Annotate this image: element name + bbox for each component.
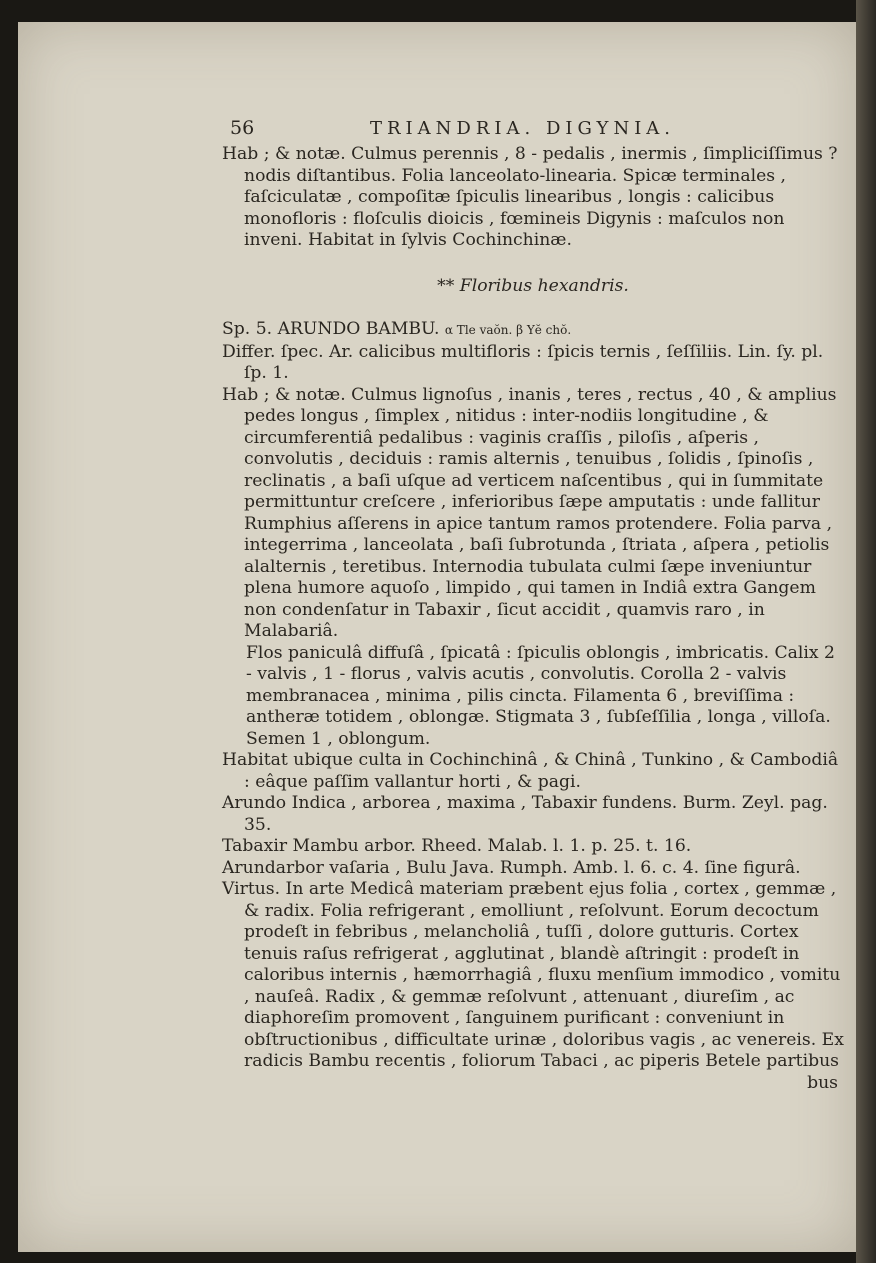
reference-rheede: Tabaxir Mambu arbor. Rheed. Malab. l. 1. p. 25. t. 16. (222, 836, 692, 856)
running-title: TRIANDRIA. DIGYNIA. (370, 118, 676, 139)
section-subheading: ** Floribus hexandris. (437, 275, 629, 296)
paragraph-differ: Differ. ſpec. Ar. calicibus multifloris : ſpicis ternis , ſeſſiliis. Lin. ſy. pl. ſp. 1. (222, 341, 824, 383)
paragraph-habitat: Habitat ubique culta in Cochinchinâ , & Chinâ , Tunkino , & Cambodiâ : eâque paſſim vallantur horti , & pagi. (222, 750, 839, 792)
page-text (222, 118, 844, 1094)
paragraph-hab-notae-2: Hab ; & notæ. Culmus lignoſus , inanis , teres , rectus , 40 , & amplius pedes longus , ſimplex , nitidus : inter-nodiis longitudine , & circumferentiâ pedalibus : vaginis craſſis , piloſis , aſperis , convolutis , deciduis : ramis alternis , tenuibus , ſolidis , ſpinoſis , reclinatis , a baſi uſque ad verticem naſcentibus , qui in ſummitate permittuntur creſcere , inferioribus ſæpe amputatis : unde fallitur Rumphius aſſerens in apice tantum ramos protendere. Folia parva , integerrima , lanceolata , baſi ſubrotunda , ſtriata , aſpera , petiolis alalternis , teretibus. Internodia tubulata culmi ſæpe inveniuntur plena humore aquoſo , limpido , qui tamen in Indiâ extra Gangem non condenſatur in Tabaxir , ſicut accidit , quamvis raro , in Malabariâ. (222, 384, 837, 641)
species-heading (222, 319, 844, 342)
reference-rumph: Arundarbor vaſaria , Bulu Java. Rumph. Amb. l. 6. c. 4. ſine figurâ. (222, 857, 801, 878)
reference-burmann: Arundo Indica , arborea , maxima , Tabaxir fundens. Burm. Zeyl. pag. 35. (222, 793, 828, 835)
species-vernacular: α Tle vaŏn. β Yĕ chŏ. (444, 323, 572, 337)
page-number: 56 (230, 117, 255, 139)
paragraph-hab-notae-1: Hab ; & notæ. Culmus perennis , 8 - pedalis , inermis , ſimpliciſſimus ? nodis diſtantibus. Folia lanceolato-linearia. Spicæ terminales , faſciculatæ , compoſitæ ſpiculis linearibus , longis : calicibus monofloris : floſculis dioicis , fœmineis Digynis : maſculos non inveni. Habitat in ſylvis Cochinchinæ. (222, 144, 838, 250)
catchword: bus (807, 1072, 838, 1093)
species-name: Sp. 5. ARUNDO BAMBU. (222, 319, 440, 339)
paragraph-virtus: Virtus. In arte Medicâ materiam præbent ejus folia , cortex , gemmæ , & radix. Folia refrigerant , emolliunt , reſolvunt. Eorum decoctum prodeſt in febribus , melancholiâ , tuſſi , dolore gutturis. Cortex tenuis raſus refrigerat , agglutinat , blandè aſtringit : prodeſt in caloribus internis , hæmorrhagiâ , fluxu menſium immodico , vomitu , nauſeâ. Radix , & gemmæ reſolvunt , attenuant , diureſim , ac diaphoreſim promovent , ſanguinem purificant : conveniunt in obſtructionibus , difficultate urinæ , doloribus vagis , ac venereis. Ex radicis Bambu recentis , foliorum Tabaci , ac piperis Betele partibus (222, 879, 844, 1071)
paragraph-flos: Flos paniculâ diffuſâ , ſpicatâ : ſpiculis oblongis , imbricatis. Calix 2 - valvis , 1 - florus , valvis acutis , convolutis. Corolla 2 - valvis membranacea , minima , pilis cincta. Filamenta 6 , breviſſima : antheræ totidem , oblongæ. Stigmata 3 , ſubſeſſilia , longa , villoſa. Semen 1 , oblongum. (246, 642, 835, 749)
page-edge (856, 0, 876, 1263)
page-header (222, 118, 844, 144)
